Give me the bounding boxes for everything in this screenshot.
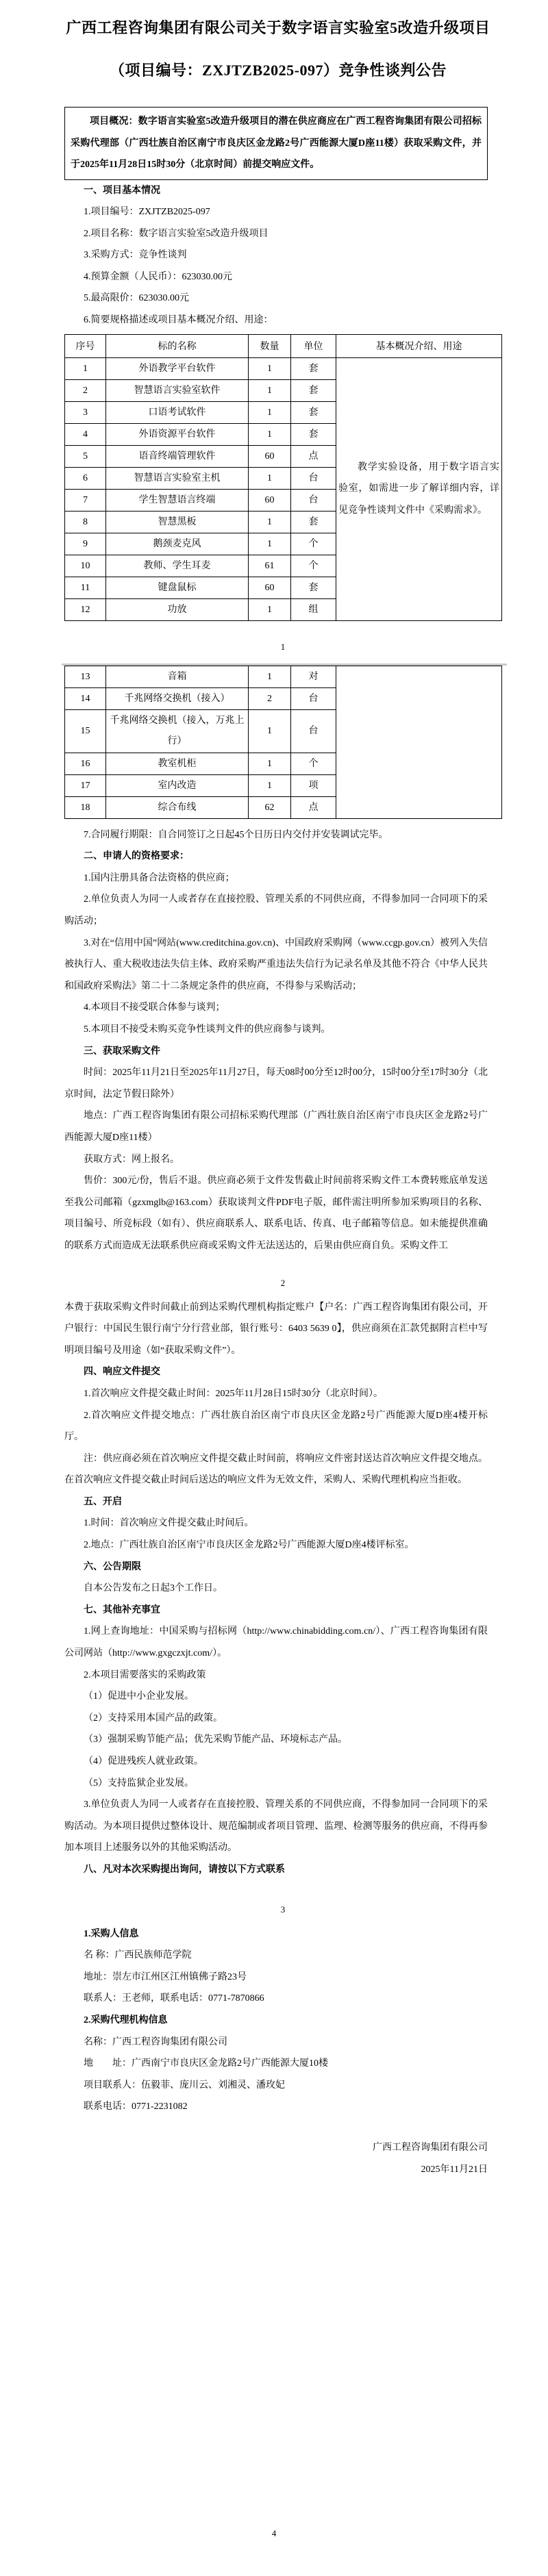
qualification-item: 5.本项目不接受未购买竞争性谈判文件的供应商参与谈判。	[84, 1024, 331, 1035]
title-line-1: 广西工程咨询集团有限公司关于数字语言实验室5改造升级项目	[66, 19, 490, 36]
agency-name: 名称：广西工程咨询集团有限公司	[84, 2036, 227, 2047]
cell-no: 16	[65, 753, 106, 774]
section-3-heading: 三、获取采购文件	[84, 1046, 160, 1057]
cell-qty: 60	[249, 445, 291, 467]
section-1-heading: 一、项目基本情况	[84, 185, 160, 196]
col-header-no: 序号	[65, 334, 106, 357]
cell-unit: 点	[291, 445, 336, 467]
cell-unit: 个	[291, 533, 336, 555]
cell-name: 外语资源平台软件	[106, 423, 249, 445]
procurement-method: 3.采购方式：竞争性谈判	[84, 250, 187, 261]
cell-qty: 1	[249, 666, 291, 687]
cell-qty: 1	[249, 753, 291, 774]
doc-obtain-time: 时间：2025年11月21日至2025年11月27日，每天08时00分至12时00分，15时00分至17时30分（北京时间，法定节假日除外）	[64, 1068, 488, 1100]
body-page4	[64, 1923, 501, 2118]
cell-qty: 1	[249, 533, 291, 555]
cell-unit: 台	[291, 467, 336, 489]
cell-name: 教室机柜	[106, 753, 249, 774]
col-header-desc: 基本概况介绍、用途	[336, 334, 502, 357]
announcement-period: 自本公告发布之日起3个工作日。	[84, 1583, 223, 1594]
cell-qty: 1	[249, 379, 291, 401]
policy-item: （2）支持采用本国产品的政策。	[84, 1713, 223, 1723]
cell-name: 语音终端管理软件	[106, 445, 249, 467]
col-header-unit: 单位	[291, 334, 336, 357]
cell-no: 17	[65, 774, 106, 796]
table-row	[65, 357, 502, 379]
page-number: 3	[280, 1904, 286, 1915]
merged-desc-cell	[336, 357, 502, 620]
section-8-heading: 八、凡对本次采购提出询问，请按以下方式联系	[84, 1864, 285, 1875]
cell-name: 综合布线	[106, 796, 249, 818]
project-name: 2.项目名称：数字语言实验室5改造升级项目	[84, 228, 269, 239]
cell-unit: 套	[291, 379, 336, 401]
cell-name: 功放	[106, 598, 249, 620]
cell-qty: 60	[249, 577, 291, 598]
cell-unit: 台	[291, 687, 336, 709]
project-number: 1.项目编号：ZXJTZB2025-097	[84, 207, 210, 218]
col-header-name: 标的名称	[106, 334, 249, 357]
cell-qty: 1	[249, 709, 291, 753]
qualification-item: 2.单位负责人为同一人或者存在直接控股、管理关系的不同供应商，不得参加同一合同项下的采购活动；	[64, 894, 488, 927]
budget-amount: 4.预算金额（人民币）：623030.00元	[84, 271, 232, 282]
cell-no: 6	[65, 467, 106, 489]
cell-name: 千兆网络交换机（接入）	[106, 687, 249, 709]
cell-name: 音箱	[106, 666, 249, 687]
cell-unit: 套	[291, 423, 336, 445]
table-row	[65, 666, 502, 687]
page-number: 4	[271, 2528, 277, 2538]
cell-no: 1	[65, 357, 106, 379]
cell-unit: 对	[291, 666, 336, 687]
document-title	[55, 7, 501, 92]
cell-qty: 2	[249, 687, 291, 709]
policy-item: （4）促进残疾人就业政策。	[84, 1756, 203, 1767]
cell-no: 11	[65, 577, 106, 598]
cell-unit: 个	[291, 753, 336, 774]
cell-unit: 套	[291, 357, 336, 379]
cell-no: 7	[65, 489, 106, 511]
cell-qty: 1	[249, 423, 291, 445]
section-5-heading: 五、开启	[84, 1496, 122, 1507]
title-line-2: （项目编号：ZXJTZB2025-097）竞争性谈判公告	[110, 62, 447, 79]
agency-phone: 联系电话：0771-2231082	[84, 2101, 188, 2112]
body-after-table	[64, 824, 501, 1257]
cell-no: 10	[65, 555, 106, 577]
project-overview-text: 项目概况：数字语言实验室5改造升级项目的潜在供应商应在广西工程咨询集团有限公司招标采购代理部（广西壮族自治区南宁市良庆区金龙路2号广西能源大厦D座11楼）获取采购文件，并于2025年11月28日15时30分（北京时间）前提交响应文件。	[71, 116, 482, 170]
section-6-heading: 六、公告期限	[84, 1561, 141, 1572]
policy-item: （3）强制采购节能产品；优先采购节能产品、环境标志产品。	[84, 1734, 347, 1745]
spec-intro-label: 6.简要规格描述或项目基本概况介绍、用途：	[84, 315, 273, 326]
section-2-heading: 二、申请人的资格要求：	[84, 851, 189, 862]
opening-place: 2.地点：广西壮族自治区南宁市良庆区金龙路2号广西能源大厦D座4楼评标室。	[84, 1540, 414, 1551]
cell-no: 15	[65, 709, 106, 753]
cell-no: 5	[65, 445, 106, 467]
cell-name: 智慧语言实验室主机	[106, 467, 249, 489]
qualification-item: 4.本项目不接受联合体参与谈判；	[84, 1002, 225, 1013]
cell-no: 13	[65, 666, 106, 687]
qualification-item: 3.对在“信用中国”网站(www.creditchina.gov.cn)、中国政府采购网（www.ccgp.gov.cn）被列入失信被执行人、重大税收违法失信主体、政府采购严重违法失信行为记录名单及其他不符合《中华人民共和国政府采购法》第二十二条规定条件的供应商，不得参与采购活动；	[64, 937, 488, 992]
spec-table-page2	[64, 666, 502, 819]
cell-qty: 61	[249, 555, 291, 577]
cell-no: 2	[65, 379, 106, 401]
cell-name: 教师、学生耳麦	[106, 555, 249, 577]
spec-table-page1	[64, 334, 502, 621]
project-overview-box	[64, 107, 488, 180]
price-ceiling: 5.最高限价：623030.00元	[84, 293, 189, 304]
cell-no: 18	[65, 796, 106, 818]
cell-no: 14	[65, 687, 106, 709]
cell-qty: 1	[249, 357, 291, 379]
cell-unit: 点	[291, 796, 336, 818]
cell-unit: 个	[291, 555, 336, 577]
cell-unit: 套	[291, 511, 336, 533]
doc-price-paragraph-part1: 售价：300元/份，售后不退。供应商必须于文件发售截止时间前将采购文件工本费转账底单发送至我公司邮箱（gzxmglb@163.com）获取谈判文件PDF电子版，邮件需注明所参加采购项目的名称、项目编号、所竞标段（如有）、供应商联系人、联系电话、传真、电子邮箱等信息。如未能提供准确的联系方式而造成无法联系供应商或采购文件无法送达的，后果由供应商自负。采购文件工	[64, 1176, 488, 1251]
section-1	[64, 180, 501, 331]
cell-unit: 台	[291, 709, 336, 753]
cell-name: 学生智慧语言终端	[106, 489, 249, 511]
cell-qty: 1	[249, 467, 291, 489]
table-note: 教学实验设备，用于数字语言实验室，如需进一步了解详细内容，详见竞争性谈判文件中《采购需求》。	[338, 462, 499, 516]
cell-name: 智慧黑板	[106, 511, 249, 533]
buyer-address: 地址：崇左市江州区江州镇佛子路23号	[84, 1971, 247, 1982]
policy-item: （1）促进中小企业发展。	[84, 1691, 194, 1702]
cell-unit: 套	[291, 401, 336, 423]
cell-name: 外语教学平台软件	[106, 357, 249, 379]
same-principal-rule: 3.单位负责人为同一人或者存在直接控股、管理关系的不同供应商，不得参加同一合同项下的采购活动。为本项目提供过整体设计、规范编制或者项目管理、监理、检测等服务的供应商，不得再参加本项目上述服务以外的其他采购活动。	[64, 1800, 488, 1854]
response-place: 2.首次响应文件提交地点：广西壮族自治区南宁市良庆区金龙路2号广西能源大厦D座4楼开标厅。	[64, 1410, 488, 1443]
policy-heading: 2.本项目需要落实的采购政策	[84, 1669, 206, 1680]
body-page3	[64, 1297, 501, 1881]
cell-unit: 项	[291, 774, 336, 796]
cell-no: 8	[65, 511, 106, 533]
cell-name: 智慧语言实验室软件	[106, 379, 249, 401]
cell-no: 12	[65, 598, 106, 620]
signature-date: 2025年11月21日	[421, 2164, 488, 2175]
response-note: 注：供应商必须在首次响应文件提交截止时间前，将响应文件密封送达首次响应文件提交地点。在首次响应文件提交截止时间后送达的响应文件为无效文件，采购人、采购代理机构应当拒收。	[64, 1453, 488, 1486]
section-4-heading: 四、响应文件提交	[84, 1367, 160, 1378]
cell-unit: 台	[291, 489, 336, 511]
cell-unit: 套	[291, 577, 336, 598]
cell-qty: 1	[249, 598, 291, 620]
cell-name: 键盘鼠标	[106, 577, 249, 598]
cell-no: 4	[65, 423, 106, 445]
opening-time: 1.时间：首次响应文件提交截止时间后。	[84, 1518, 254, 1529]
buyer-name: 名 称：广西民族师范学院	[84, 1950, 192, 1961]
page-number: 1	[280, 641, 286, 652]
cell-unit: 组	[291, 598, 336, 620]
cell-no: 3	[65, 401, 106, 423]
doc-obtain-method: 获取方式：网上报名。	[84, 1154, 179, 1165]
cell-qty: 1	[249, 774, 291, 796]
cell-qty: 62	[249, 796, 291, 818]
table-header-row	[65, 334, 502, 357]
cell-name: 室内改造	[106, 774, 249, 796]
online-query-address: 1.网上查询地址：中国采购与招标网（http://www.chinabidding.com.cn/）、广西工程咨询集团有限公司网站（http://www.gxgczxjt.com/）。	[64, 1626, 488, 1659]
cell-no: 9	[65, 533, 106, 555]
table-continuation-break	[62, 664, 507, 819]
qualification-item: 1.国内注册具备合法资格的供应商；	[84, 872, 235, 883]
doc-obtain-place: 地点：广西工程咨询集团有限公司招标采购代理部（广西壮族自治区南宁市良庆区金龙路2号广西能源大厦D座11楼）	[64, 1111, 488, 1143]
agency-address: 地 址：广西南宁市良庆区金龙路2号广西能源大厦10楼	[84, 2058, 328, 2069]
col-header-qty: 数量	[249, 334, 291, 357]
cell-qty: 1	[249, 401, 291, 423]
buyer-info-heading: 1.采购人信息	[84, 1928, 139, 1939]
response-deadline: 1.首次响应文件提交截止时间：2025年11月28日15时30分（北京时间）。	[84, 1388, 383, 1399]
contract-term: 7.合同履行期限：自合同签订之日起45个日历日内交付并安装调试完毕。	[84, 829, 388, 840]
signature-block	[64, 2137, 488, 2180]
doc-price-paragraph-part2: 本费于获取采购文件时间截止前到达采购代理机构指定账户【户名：广西工程咨询集团有限公司，开户银行：中国民生银行南宁分行营业部，银行账号：6403 5639 0】，供应商须在汇款凭据附言栏中写明项目编号及用途（如“获取采购文件”）。	[64, 1302, 488, 1356]
policy-item: （5）支持监狱企业发展。	[84, 1778, 194, 1789]
cell-qty: 60	[249, 489, 291, 511]
agency-contacts: 项目联系人：伍毅菲、庞川云、刘湘灵、潘玫妃	[84, 2080, 285, 2091]
cell-name: 鹅颈麦克风	[106, 533, 249, 555]
cell-name: 千兆网络交换机（接入，万兆上行）	[106, 709, 249, 753]
page-number: 2	[280, 1277, 286, 1288]
buyer-contact: 联系人：王老师，联系电话：0771-7870866	[84, 1993, 264, 2004]
cell-qty: 1	[249, 511, 291, 533]
signature-company: 广西工程咨询集团有限公司	[373, 2142, 488, 2153]
agency-info-heading: 2.采购代理机构信息	[84, 2015, 168, 2025]
merged-desc-cell-empty	[336, 666, 502, 818]
section-7-heading: 七、其他补充事宜	[84, 1604, 160, 1615]
cell-name: 口语考试软件	[106, 401, 249, 423]
